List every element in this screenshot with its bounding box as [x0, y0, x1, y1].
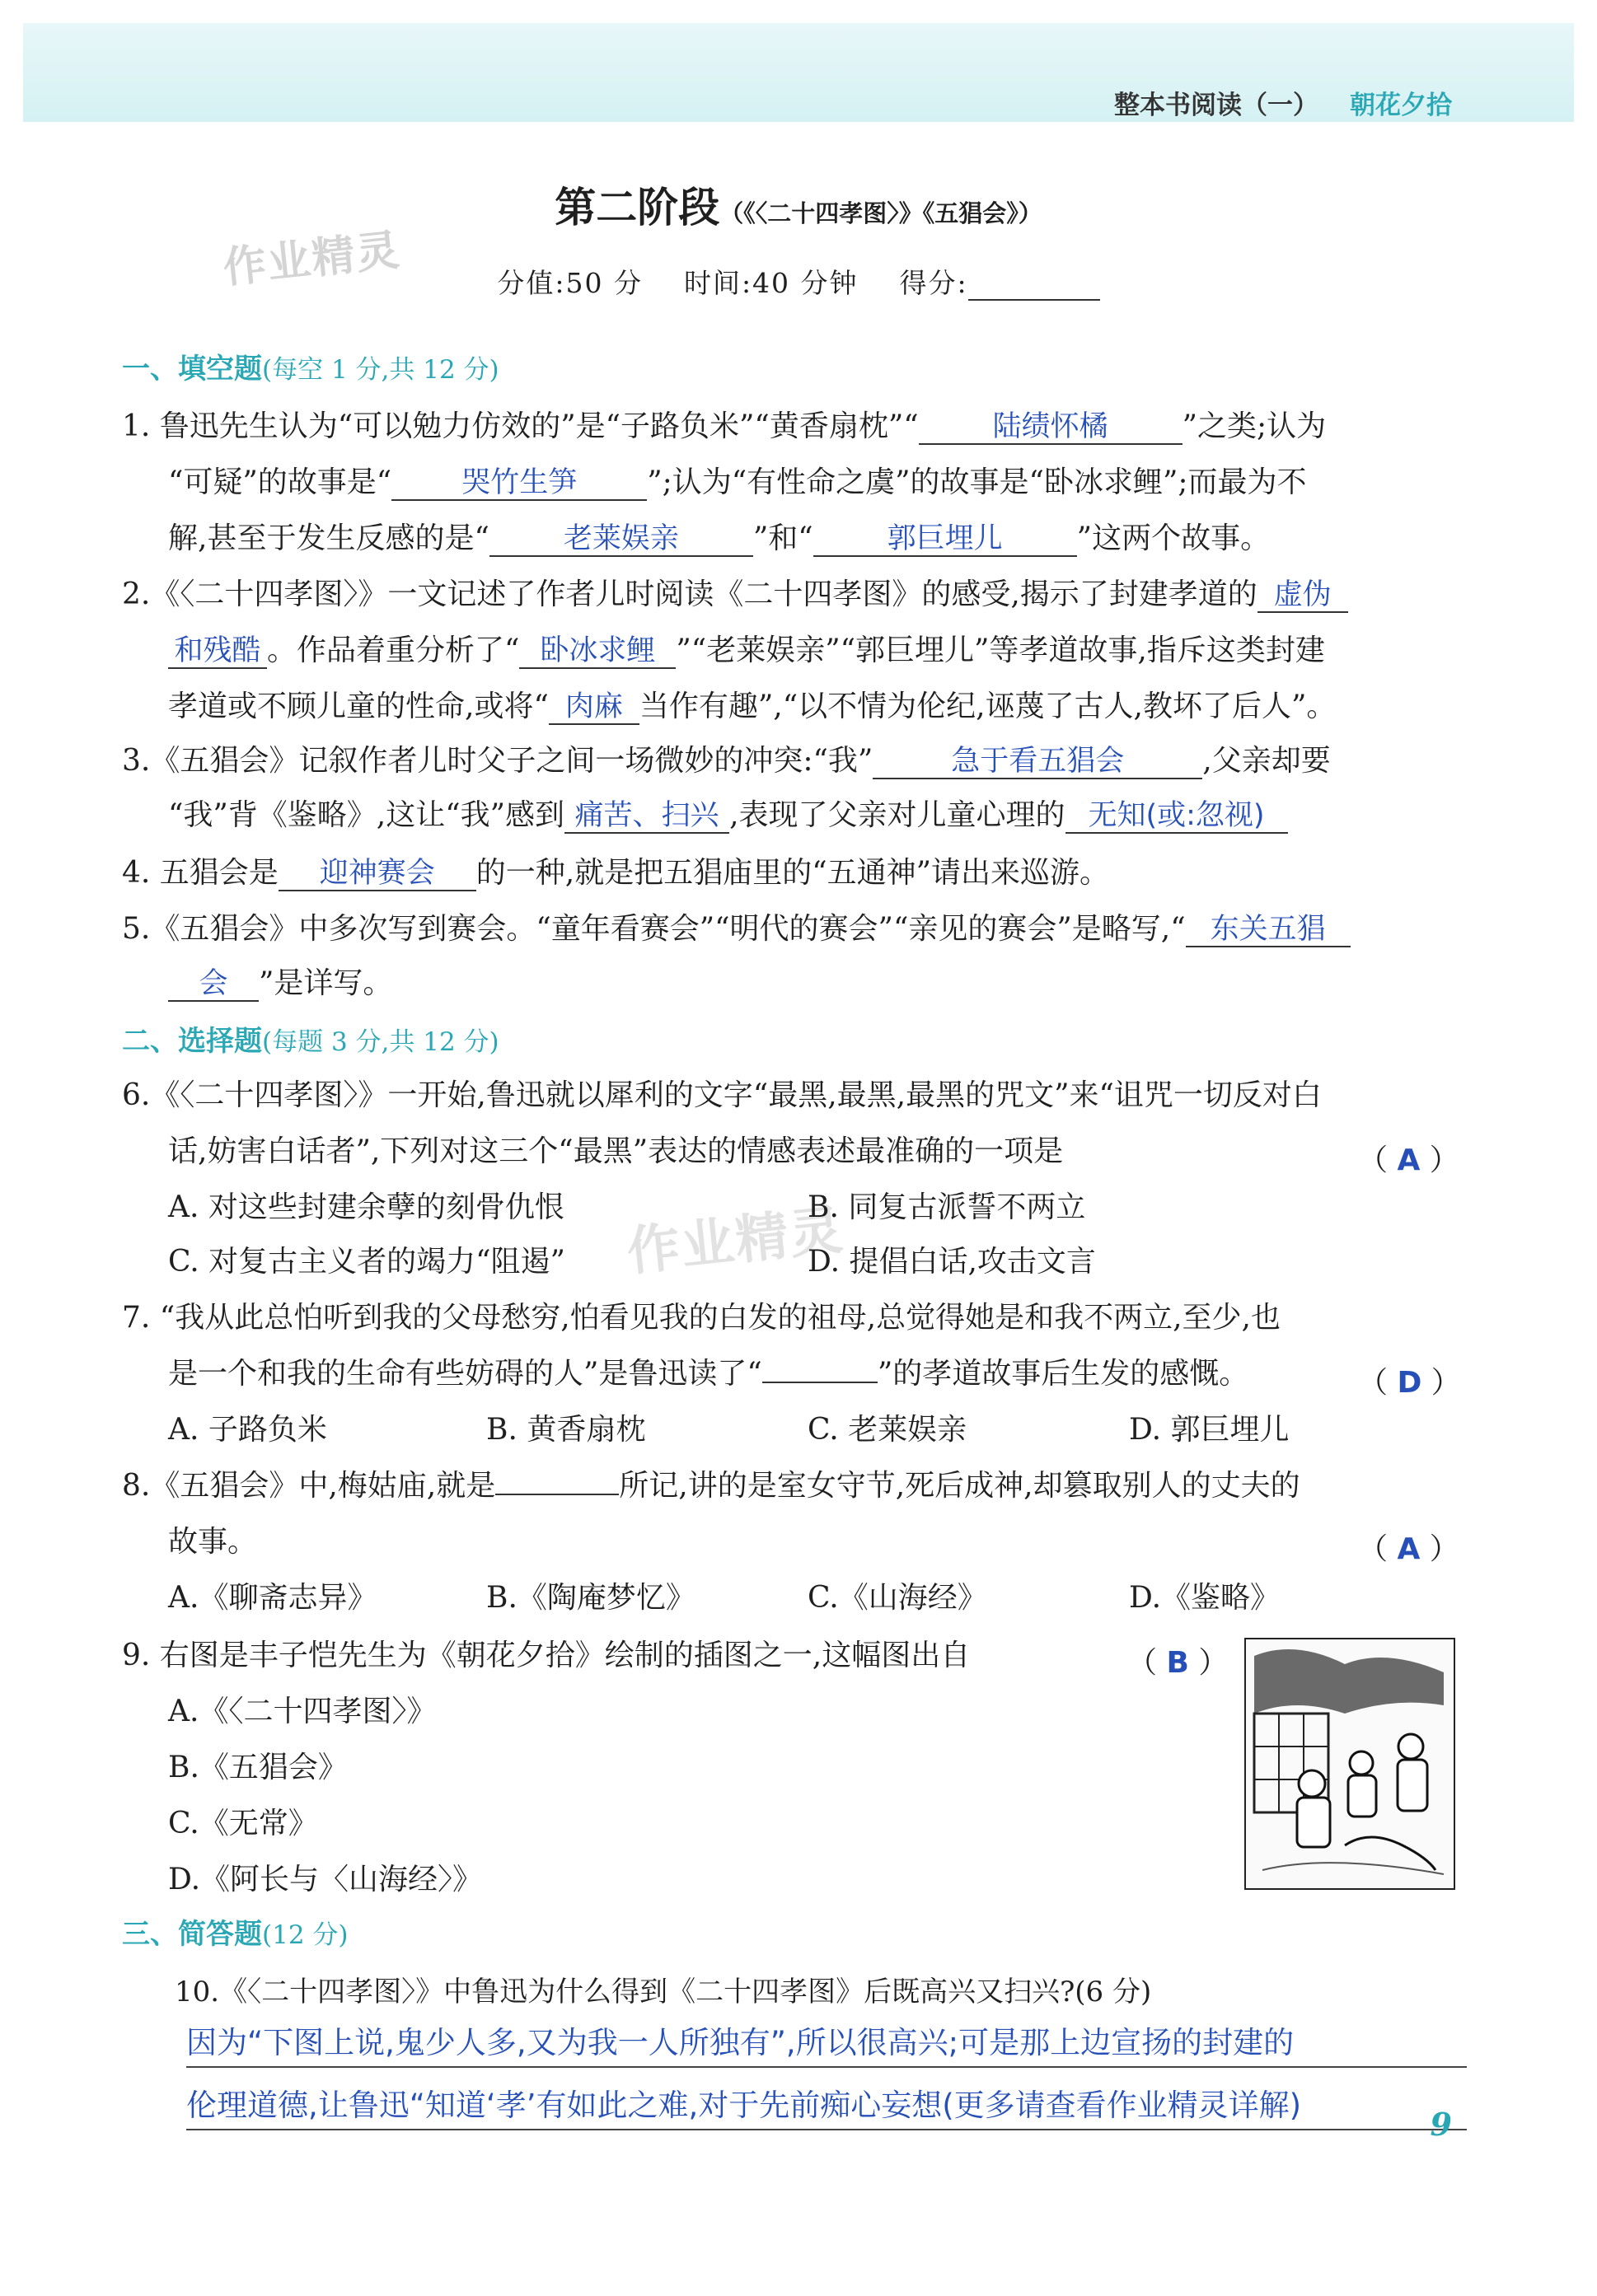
q-text: ,父亲却要 [1202, 744, 1331, 778]
q-text: 。作品着重分析了“ [267, 634, 520, 667]
answer-blank[interactable]: 会 [168, 967, 259, 1002]
option-text: B. 黄香扇枕 [486, 1413, 646, 1447]
question-5 [122, 910, 1351, 949]
option[interactable] [808, 1242, 1096, 1282]
q-text: 解,甚至于发生反感的是“ [168, 521, 489, 555]
option-text: B.《五猖会》 [168, 1751, 348, 1784]
q-text: 孝道或不顾儿童的性命,或将“ [168, 690, 549, 723]
answer-blank[interactable]: 郭巨埋儿 [813, 522, 1077, 557]
q-text: 是一个和我的生命有些妨碍的人”是鲁迅读了“ [168, 1357, 762, 1391]
question-8-line2 [168, 1522, 257, 1562]
illustration-image [1244, 1638, 1455, 1890]
q-text: 7. “我从此总怕听到我的父母愁穷,怕看见我的白发的祖母,总觉得她是和我不两立,至少,也 [122, 1301, 1281, 1335]
option[interactable] [808, 1578, 987, 1618]
question-2 [122, 575, 1348, 615]
running-header [1114, 84, 1452, 121]
illustration-drawing [1246, 1639, 1454, 1888]
q-text: ”是详写。 [259, 966, 393, 1000]
option-text: C.《山海经》 [808, 1581, 987, 1615]
time-value: 时间:40 分钟 [683, 267, 859, 299]
q-text: 当作有趣”,“以不情为伦纪,诬蔑了古人,教坏了后人”。 [639, 690, 1337, 723]
question-1 [122, 407, 1326, 447]
title-main: 第二阶段 [555, 183, 720, 231]
score-blank[interactable] [968, 274, 1100, 301]
question-1-line3 [168, 519, 1270, 559]
answer-blank[interactable]: 陆绩怀橘 [919, 410, 1183, 445]
option[interactable] [486, 1410, 645, 1450]
question-8 [122, 1466, 1300, 1506]
score-info [0, 262, 1597, 301]
question-7 [122, 1298, 1281, 1338]
answer-blank[interactable]: 哭竹生笋 [391, 466, 647, 501]
q-text: “可疑”的故事是“ [168, 465, 392, 499]
option[interactable] [808, 1410, 967, 1450]
option-text: C. 老莱娱亲 [808, 1413, 967, 1447]
section-note: (每题 3 分,共 12 分) [262, 1027, 499, 1057]
answer-blank[interactable] [495, 1494, 619, 1495]
q-text: 2.《〈二十四孝图〉》一文记述了作者儿时阅读《二十四孝图》的感受,揭示了封建孝道的 [122, 578, 1257, 611]
section-heading [122, 1911, 349, 1952]
q-text: 所记,讲的是室女守节,死后成神,却篡取别人的丈夫的 [619, 1469, 1300, 1503]
option-text: A. 对这些封建余孽的刻骨仇恨 [168, 1190, 564, 1224]
option[interactable] [486, 1578, 695, 1618]
question-5-line2 [168, 964, 392, 1003]
option[interactable] [168, 1692, 436, 1732]
score-value: 分值:50 分 [497, 267, 643, 299]
answer-paren[interactable]: （ A ） [1358, 1532, 1459, 1566]
section-heading [122, 1018, 499, 1059]
answer-blank[interactable]: 痛苦、扫兴 [564, 799, 729, 834]
q-text: 10.《〈二十四孝图〉》中鲁迅为什么得到《二十四孝图》后既高兴又扫兴?(6 分) [175, 1976, 1152, 2008]
option[interactable] [1129, 1578, 1280, 1618]
q-text: 故事。 [168, 1525, 258, 1559]
option-text: B. 同复古派誓不两立 [808, 1190, 1086, 1224]
q-text: ”和“ [752, 521, 813, 555]
option-text: C.《无常》 [168, 1807, 318, 1840]
option-text: D. 郭巨埋儿 [1129, 1413, 1290, 1447]
option-text: C. 对复古主义者的竭力“阻遏” [168, 1245, 565, 1279]
q-text: 话,妨害白话者”,下列对这三个“最黑”表达的情感表述最准确的一项是 [168, 1134, 1064, 1168]
option[interactable] [168, 1748, 348, 1788]
q-text: “我”背《鉴略》,这让“我”感到 [168, 798, 565, 832]
option[interactable] [168, 1188, 564, 1227]
answer-blank[interactable]: 肉麻 [549, 690, 639, 725]
question-6-line2 [168, 1132, 1063, 1171]
watermark-logo: 作业精灵 [221, 225, 404, 294]
q-text: ”;认为“有性命之虞”的故事是“卧冰求鲤”;而最为不 [647, 465, 1307, 499]
got-label: 得分: [899, 267, 968, 299]
q-text: ”之类;认为 [1182, 409, 1327, 443]
choice-answer: A [1397, 1143, 1421, 1177]
option[interactable] [168, 1804, 318, 1844]
page-title [0, 175, 1597, 234]
answer-paren[interactable]: （ A ） [1358, 1143, 1459, 1177]
handwritten-answer-line[interactable]: 伦理道德,让鲁迅“知道‘孝’有如此之难,对于先前痴心妄想(更多请查看作业精灵详解) [186, 2083, 1467, 2130]
answer-blank[interactable] [762, 1382, 878, 1383]
watermark-logo: 作业精灵 [624, 1199, 847, 1284]
option[interactable] [168, 1860, 482, 1900]
question-9 [122, 1636, 970, 1676]
q-text: 8.《五猖会》中,梅姑庙,就是 [122, 1469, 496, 1503]
q-text: 1. 鲁迅先生认为“可以勉力仿效的”是“子路负米”“黄香扇枕”“ [122, 409, 919, 443]
answer-blank[interactable]: 虚伪 [1257, 578, 1348, 613]
handwritten-answer-line[interactable]: 因为“下图上说,鬼少人多,又为我一人所独有”,所以很高兴;可是那上边宣扬的封建的 [186, 2020, 1467, 2068]
page-number: 9 [1430, 2106, 1452, 2143]
section-note: (每空 1 分,共 12 分) [262, 355, 499, 385]
answer-blank[interactable]: 老莱娱亲 [489, 522, 753, 557]
header-section: 整本书阅读（一） [1114, 91, 1318, 120]
option-text: D.《阿长与〈山海经〉》 [168, 1863, 483, 1896]
option[interactable] [168, 1578, 377, 1618]
option-text: A.《〈二十四孝图〉》 [168, 1695, 437, 1728]
title-sub: （《〈二十四孝图〉》《五猖会》） [719, 199, 1042, 227]
question-2-line2 [168, 631, 1325, 671]
q-text: 6.《〈二十四孝图〉》一开始,鲁迅就以犀利的文字“最黑,最黑,最黑的咒文”来“诅咒一切反对白 [122, 1078, 1322, 1112]
answer-blank[interactable]: 无知(或:忽视) [1065, 799, 1288, 834]
question-4 [122, 853, 1109, 893]
choice-answer: D [1397, 1366, 1422, 1400]
option[interactable] [168, 1410, 327, 1450]
answer-blank[interactable]: 卧冰求鲤 [519, 634, 676, 669]
option[interactable] [1129, 1410, 1289, 1450]
q-text: 的一种,就是把五猖庙里的“五通神”请出来巡游。 [475, 856, 1110, 890]
question-7-line2 [168, 1354, 1248, 1394]
option-text: B.《陶庵梦忆》 [486, 1581, 695, 1615]
section-title: 三、简答题 [122, 1918, 262, 1951]
answer-blank[interactable]: 迎神赛会 [279, 857, 476, 891]
answer-paren[interactable]: （ B ） [1127, 1646, 1229, 1680]
answer-blank[interactable]: 和残酷 [168, 634, 267, 669]
question-3 [122, 741, 1331, 781]
option-text: D.《鉴略》 [1129, 1581, 1281, 1615]
option-text: A.《聊斋志异》 [168, 1581, 377, 1615]
question-1-line2 [168, 463, 1307, 503]
option-text: D. 提倡白话,攻击文言 [808, 1245, 1096, 1279]
q-text: 5.《五猖会》中多次写到赛会。“童年看赛会”“明代的赛会”“亲见的赛会”是略写,“ [122, 912, 1186, 946]
answer-paren[interactable]: （ D ） [1358, 1366, 1461, 1400]
section-note: (12 分) [262, 1920, 349, 1950]
option-text: A. 子路负米 [168, 1413, 327, 1447]
option[interactable] [808, 1188, 1085, 1227]
option[interactable] [168, 1242, 565, 1282]
header-book-title: 朝花夕拾 [1350, 91, 1452, 120]
answer-blank[interactable]: 急于看五猖会 [873, 745, 1202, 779]
question-3-line2 [168, 796, 1288, 835]
question-10 [175, 1972, 1151, 2012]
choice-answer: A [1397, 1532, 1421, 1566]
q-text: 9. 右图是丰子恺先生为《朝花夕拾》绘制的插图之一,这幅图出自 [122, 1639, 971, 1672]
q-text: ”“老莱娱亲”“郭巨埋儿”等孝道故事,指斥这类封建 [676, 634, 1325, 667]
question-6 [122, 1076, 1322, 1115]
choice-answer: B [1166, 1646, 1189, 1680]
section-title: 一、填空题 [122, 353, 262, 386]
q-text: 4. 五猖会是 [122, 856, 279, 890]
q-text: ”的孝道故事后生发的感慨。 [877, 1357, 1249, 1391]
answer-blank[interactable]: 东关五猖 [1186, 913, 1351, 947]
section-heading [122, 346, 499, 386]
section-title: 二、选择题 [122, 1025, 262, 1058]
q-text: 3.《五猖会》记叙作者儿时父子之间一场微妙的冲突:“我” [122, 744, 873, 778]
q-text: ”这两个故事。 [1076, 521, 1271, 555]
question-2-line3 [168, 687, 1336, 727]
q-text: ,表现了父亲对儿童心理的 [729, 798, 1065, 832]
